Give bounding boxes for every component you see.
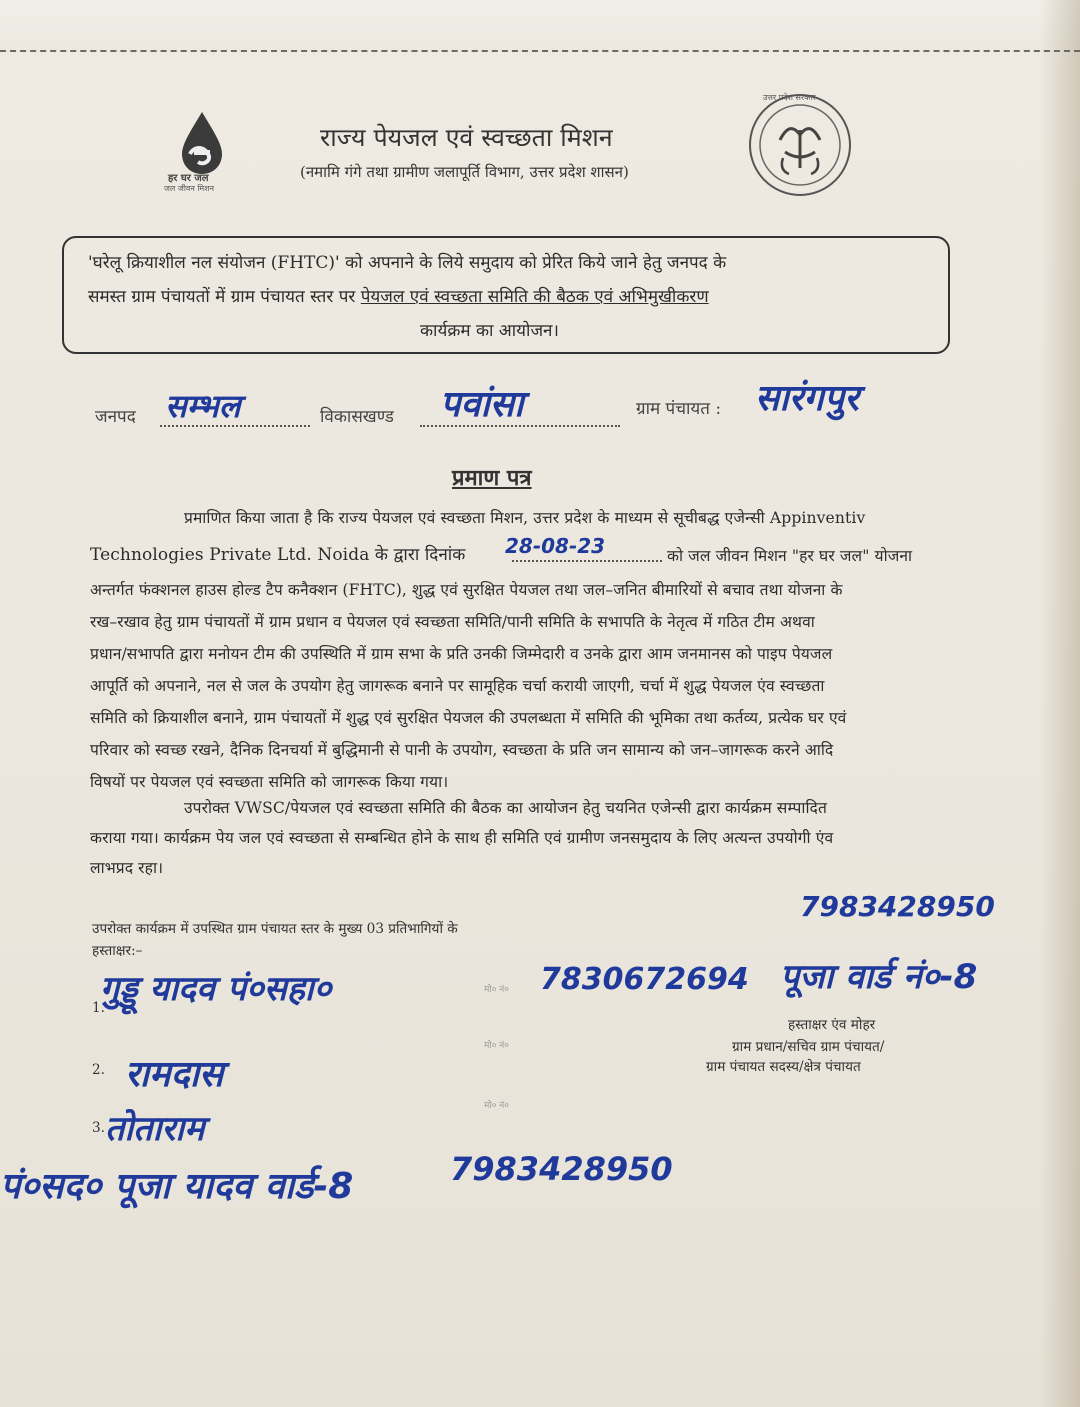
header-subtitle: (नमामि गंगे तथा ग्रामीण जलापूर्ति विभाग, उत्तर प्रदेश शासन) [300, 163, 629, 181]
cert-line-7: समिति को क्रियाशील बनाने, ग्राम पंचायतों में शुद्ध एवं सुरक्षित पेयजल की उपलब्धता में समिति की भूमिका तथा कर्तव्य, प्रत्येक घर एवं [90, 709, 847, 727]
logo-text-2: जल जीवन मिशन [164, 184, 215, 193]
paper-top-strip [0, 0, 1080, 52]
participant-4-phone: 7983428950 [450, 1150, 673, 1188]
seal-text: उत्तर प्रदेश सरकार [763, 93, 816, 102]
har-ghar-jal-logo [160, 110, 255, 200]
mobile-label-2: मो० नं० [484, 1041, 509, 1051]
designation-line-2: ग्राम पंचायत सदस्य/क्षेत्र पंचायत [706, 1059, 861, 1075]
cert-line-2a: Technologies Private Ltd. Noida के द्वारा दिनांक [90, 545, 466, 565]
district-value: सम्भल [165, 387, 241, 425]
cert-line-12: लाभप्रद रहा। [90, 859, 164, 877]
certificate-title: प्रमाण पत्र [452, 465, 532, 491]
stamp-label: हस्ताक्षर एंव मोहर [788, 1017, 876, 1033]
participant-2-signature: रामदास [125, 1054, 224, 1095]
cert-line-6: आपूर्ति को अपनाने, नल से जल के उपयोग हेतु जागरूक बनाने पर सामूहिक चर्चा करायी जाएगी, चर्चा में शुद्ध पेयजल एंव स्वच्छता [90, 677, 825, 695]
cert-line-3: अन्तर्गत फंक्शनल हाउस होल्ड टैप कनैक्शन (FHTC), शुद्ध एवं सुरक्षित पेयजल तथा जल–जनित बीमारियों से बचाव तथा योजना के [90, 581, 843, 599]
date-value: 28-08-23 [505, 534, 606, 558]
participant-3-signature: तोताराम [105, 1109, 205, 1149]
participant-number-3: 3. [92, 1120, 105, 1136]
participant-number-2: 2. [92, 1062, 105, 1078]
participant-4-signature: पं०सद० पूजा यादव वार्ड-8 [0, 1166, 354, 1207]
block-label: विकासखण्ड [320, 407, 394, 427]
cert-line-4: रख–रखाव हेतु ग्राम पंचायतों में ग्राम प्रधान व पेयजल एवं स्वच्छता समिति/पानी समिति के सभापति के नेतृत्व में गठित टीम अथवा [90, 613, 815, 631]
banner-line-2-underlined: पेयजल एवं स्वच्छता समिति की बैठक एवं अभिमुखीकरण [360, 287, 709, 307]
cert-line-10: उपरोक्त VWSC/पेयजल एवं स्वच्छता समिति की बैठक का आयोजन हेतु चयनित एजेन्सी द्वारा कार्यक्रम सम्पादित [184, 799, 827, 817]
banner-line-2 [88, 284, 709, 307]
signatures-intro: उपरोक्त कार्यक्रम में उपस्थित ग्राम पंचायत स्तर के मुख्य 03 प्रतिभागियों के [92, 921, 458, 937]
banner-line-1: 'घरेलू क्रियाशील नल संयोजन (FHTC)' को अपनाने के लिये समुदाय को प्रेरित किये जाने हेतु जनपद के [88, 253, 727, 273]
cert-line-8: परिवार को स्वच्छ रखने, दैनिक दिनचर्या में बुद्धिमानी से पानी के उपयोग, स्वच्छता के प्रति जन सामान्य को जन–जागरूक करने आदि [90, 741, 834, 759]
cert-line-11: कराया गया। कार्यक्रम पेय जल एवं स्वच्छता से सम्बन्धित होने के साथ ही समिति एवं ग्रामीण जनसमुदाय के लिए अत्यन्त उपयोगी एंव [90, 829, 834, 847]
banner-line-2-prefix: समस्त ग्राम पंचायतों में ग्राम पंचायत स्तर पर [88, 287, 361, 307]
cert-line-2b: को जल जीवन मिशन "हर घर जल" योजना [667, 547, 913, 565]
banner-line-3: कार्यक्रम का आयोजन। [420, 321, 559, 341]
mobile-label-3: मो० नं० [484, 1101, 509, 1111]
up-government-seal [745, 90, 855, 200]
signatures-label: हस्ताक्षर:– [92, 943, 143, 959]
cert-line-9: विषयों पर पेयजल एवं स्वच्छता समिति को जागरूक किया गया। [90, 773, 449, 791]
page-shadow [1040, 0, 1080, 1407]
district-label: जनपद [95, 407, 136, 427]
block-value: पवांसा [440, 384, 524, 425]
perforation-line [0, 50, 1080, 52]
logo-text-1: हर घर जल [168, 173, 209, 184]
participant-1-signature: गुड्डू यादव पं०सहा० [100, 969, 332, 1009]
designation-line-1: ग्राम प्रधान/सचिव ग्राम पंचायत/ [732, 1039, 885, 1055]
head-signature: पूजा वार्ड नं०-8 [780, 957, 978, 997]
participant-1-phone: 7830672694 [540, 962, 749, 997]
panchayat-value: सारंगपुर [755, 378, 859, 419]
emblem-icon [745, 90, 855, 200]
participant-number-1: 1. [92, 1000, 105, 1016]
header-title: राज्य पेयजल एवं स्वच्छता मिशन [320, 123, 613, 152]
cert-line-5: प्रधान/सभापति द्वारा मनोयन टीम की उपस्थिति में ग्राम सभा के प्रति उनकी जिम्मेदारी व उनके द्वारा आम जनमानस को पाइप पेयजल [90, 645, 833, 663]
mobile-label-1: मो० नं० [484, 985, 509, 995]
date-dotted-line [512, 560, 662, 562]
panchayat-label: ग्राम पंचायत : [636, 399, 722, 419]
head-phone: 7983428950 [800, 890, 995, 923]
cert-line-1: प्रमाणित किया जाता है कि राज्य पेयजल एवं स्वच्छता मिशन, उत्तर प्रदेश के माध्यम से सूचीबद्ध एजेन्सी Appinventiv [184, 509, 866, 527]
